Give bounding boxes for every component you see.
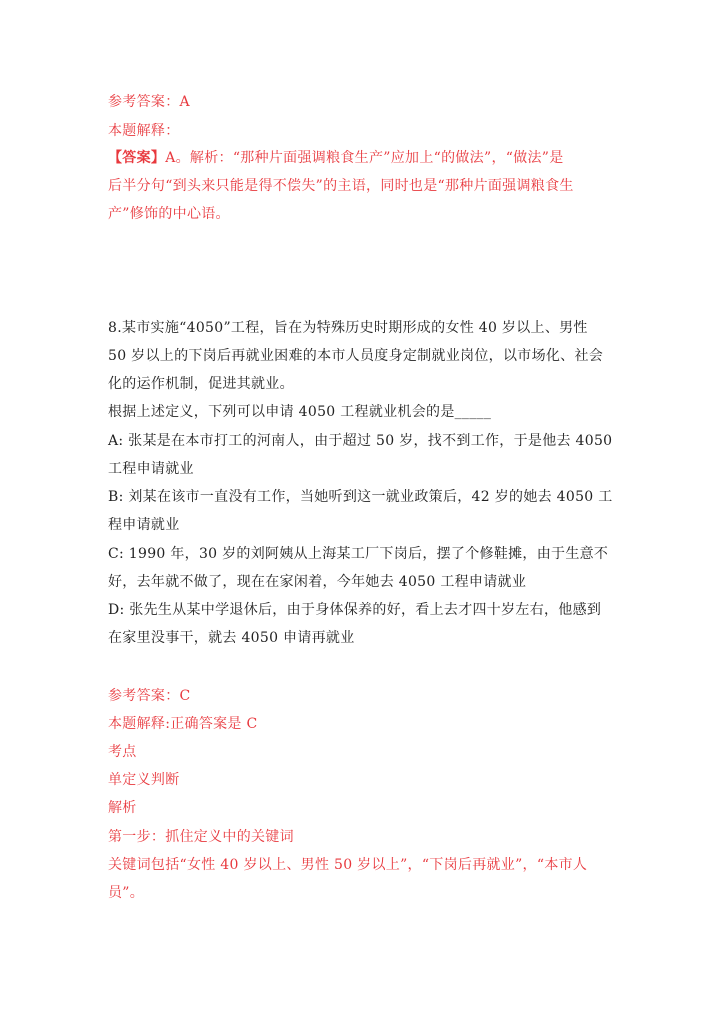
question-stem-line-2: 50 岁以上的下岗后再就业困难的本市人员度身定制就业岗位，以市场化、社会: [108, 348, 604, 364]
question-stem-line-1: 8.某市实施“4050”工程，旨在为特殊历史时期形成的女性 40 岁以上、男性: [108, 320, 588, 336]
step-1: 第一步：抓住定义中的关键词: [108, 829, 294, 845]
option-c-line-1: C: 1990 年，30 岁的刘阿姨从上海某工厂下岗后，摆了个修鞋摊，由于生意不: [108, 546, 609, 562]
option-b-line-2: 程申请就业: [108, 517, 180, 533]
option-b-line-1: B: 刘某在该市一直没有工作，当她听到这一就业政策后，42 岁的她去 4050 工: [108, 489, 613, 505]
question-prompt: 根据上述定义，下列可以申请 4050 工程就业机会的是_____: [108, 404, 492, 420]
option-a-line-1: A: 张某是在本市打工的河南人，由于超过 50 岁，找不到工作，于是他去 4050: [108, 433, 613, 449]
option-c-line-2: 好，去年就不做了，现在在家闲着，今年她去 4050 工程申请就业: [108, 574, 527, 590]
option-a-line-2: 工程申请就业: [108, 461, 194, 477]
answer-line: 参考答案：C: [108, 688, 191, 704]
question-stem-line-3: 化的运作机制，促进其就业。: [108, 376, 294, 392]
kaodian-value: 单定义判断: [108, 772, 180, 788]
previous-answer-line: 参考答案：A: [108, 94, 190, 110]
explanation-line: 本题解释:正确答案是 C: [108, 716, 258, 732]
option-d-line-1: D: 张先生从某中学退休后，由于身体保养的好，看上去才四十岁左右，他感到: [108, 602, 602, 618]
keywords-line-2: 员”。: [108, 885, 145, 901]
answer-tag: 【答案】: [108, 150, 166, 166]
jiexi-label: 解析: [108, 800, 137, 816]
keywords-line-1: 关键词包括“女性 40 岁以上、男性 50 岁以上”，“下岗后再就业”，“本市人: [108, 857, 588, 873]
previous-explanation-line-2: 后半分句“到头来只能是得不偿失”的主语，同时也是“那种片面强调粮食生: [108, 178, 574, 194]
kaodian-label: 考点: [108, 744, 137, 760]
option-d-line-2: 在家里没事干，就去 4050 申请再就业: [108, 630, 355, 646]
previous-explanation-line-3: 产”修饰的中心语。: [108, 206, 230, 222]
previous-explanation-label: 本题解释：: [108, 123, 180, 139]
previous-explanation-line-1: [108, 148, 564, 168]
explanation-text: A。解析：“那种片面强调粮食生产”应加上“的做法”，“做法”是: [165, 150, 564, 166]
